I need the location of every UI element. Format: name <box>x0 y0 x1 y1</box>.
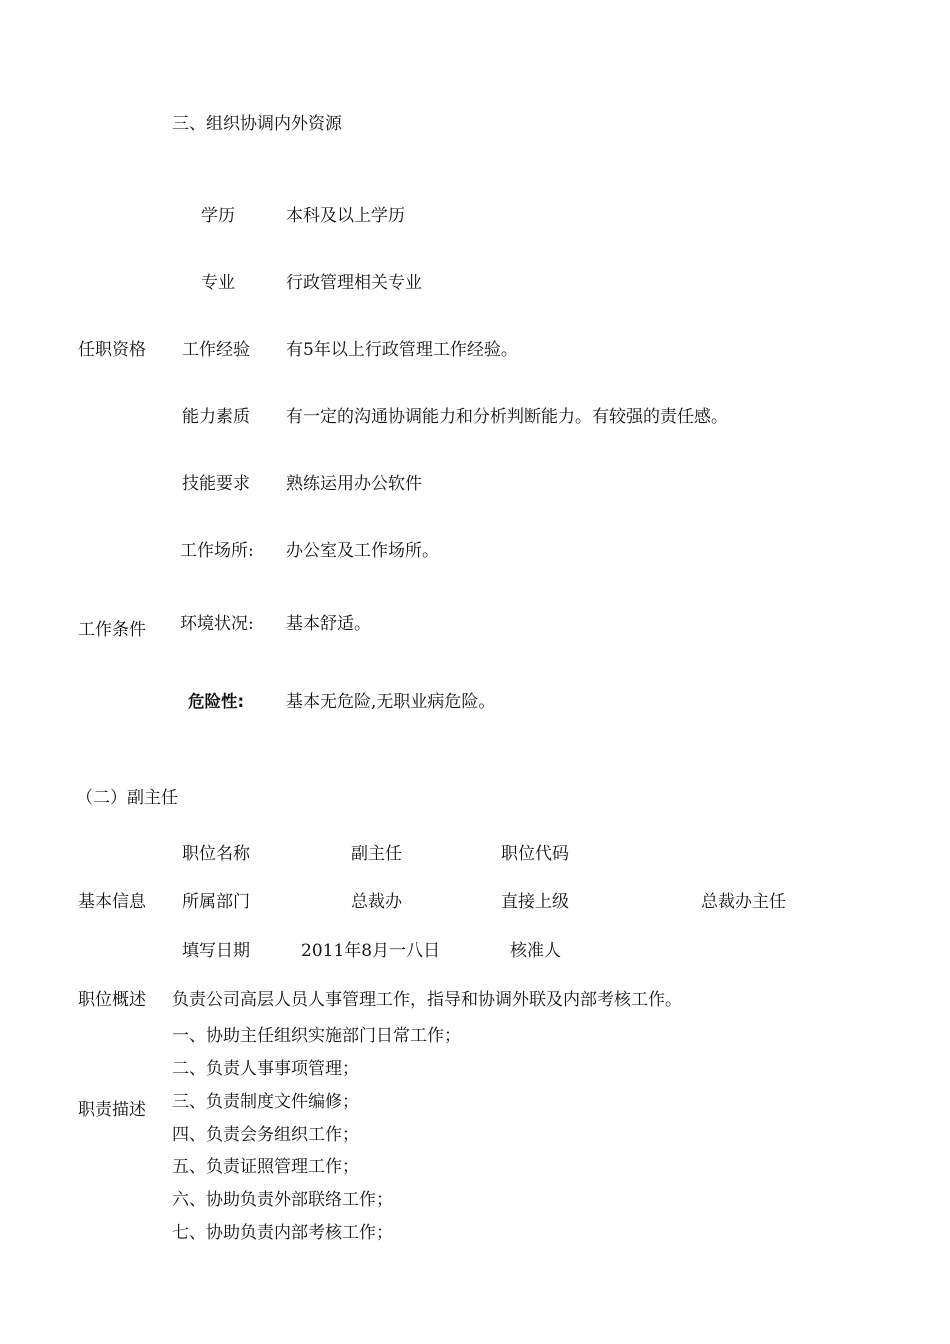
major-label: 专业 <box>201 273 235 293</box>
department-value: 总裁办 <box>351 892 402 912</box>
date-label: 填写日期 <box>182 941 250 961</box>
overview-label: 职位概述 <box>78 990 146 1010</box>
approver-label: 核准人 <box>510 941 561 961</box>
hazard-label: 危险性: <box>188 692 245 711</box>
education-label: 学历 <box>201 206 235 226</box>
department-label: 所属部门 <box>182 892 250 912</box>
skills-label: 技能要求 <box>182 474 250 494</box>
experience-label: 工作经验 <box>182 340 250 360</box>
supervisor-label: 直接上级 <box>501 892 569 912</box>
duty-item: 六、协助负责外部联络工作； <box>172 1190 393 1210</box>
overview-text: 负责公司高层人员人事管理工作，指导和协调外联及内部考核工作。 <box>172 990 682 1010</box>
duty-item: 一、协助主任组织实施部门日常工作； <box>172 1026 461 1046</box>
position-code-label: 职位代码 <box>501 844 569 864</box>
qualifications-label: 任职资格 <box>78 340 146 360</box>
ability-label: 能力素质 <box>182 407 250 427</box>
conditions-label: 工作条件 <box>78 620 146 640</box>
duty-item: 三、负责制度文件编修； <box>172 1092 359 1112</box>
duty-item: 五、负责证照管理工作； <box>172 1157 359 1177</box>
major-value: 行政管理相关专业 <box>286 273 422 293</box>
duty-item: 二、负责人事事项管理； <box>172 1059 359 1079</box>
section-title: （二）副主任 <box>76 788 178 808</box>
position-name-value: 副主任 <box>351 844 402 864</box>
duty-item: 七、协助负责内部考核工作； <box>172 1223 393 1243</box>
supervisor-value: 总裁办主任 <box>701 892 786 912</box>
skills-value: 熟练运用办公软件 <box>286 474 422 494</box>
hazard-value: 基本无危险,无职业病危险。 <box>286 692 496 712</box>
position-name-label: 职位名称 <box>182 844 250 864</box>
ability-value: 有一定的沟通协调能力和分析判断能力。有较强的责任感。 <box>286 407 728 427</box>
workplace-value: 办公室及工作场所。 <box>286 541 439 561</box>
workplace-label: 工作场所: <box>180 541 254 561</box>
previous-duty-item: 三、组织协调内外资源 <box>172 114 342 134</box>
environment-label: 环境状况: <box>180 614 254 634</box>
date-value: 2011年8月一八日 <box>301 941 441 961</box>
duties-label: 职责描述 <box>78 1100 146 1120</box>
experience-value: 有5年以上行政管理工作经验。 <box>286 340 518 360</box>
duty-item: 四、负责会务组织工作； <box>172 1125 359 1145</box>
basic-info-label: 基本信息 <box>78 892 146 912</box>
environment-value: 基本舒适。 <box>286 614 371 634</box>
education-value: 本科及以上学历 <box>286 206 405 226</box>
